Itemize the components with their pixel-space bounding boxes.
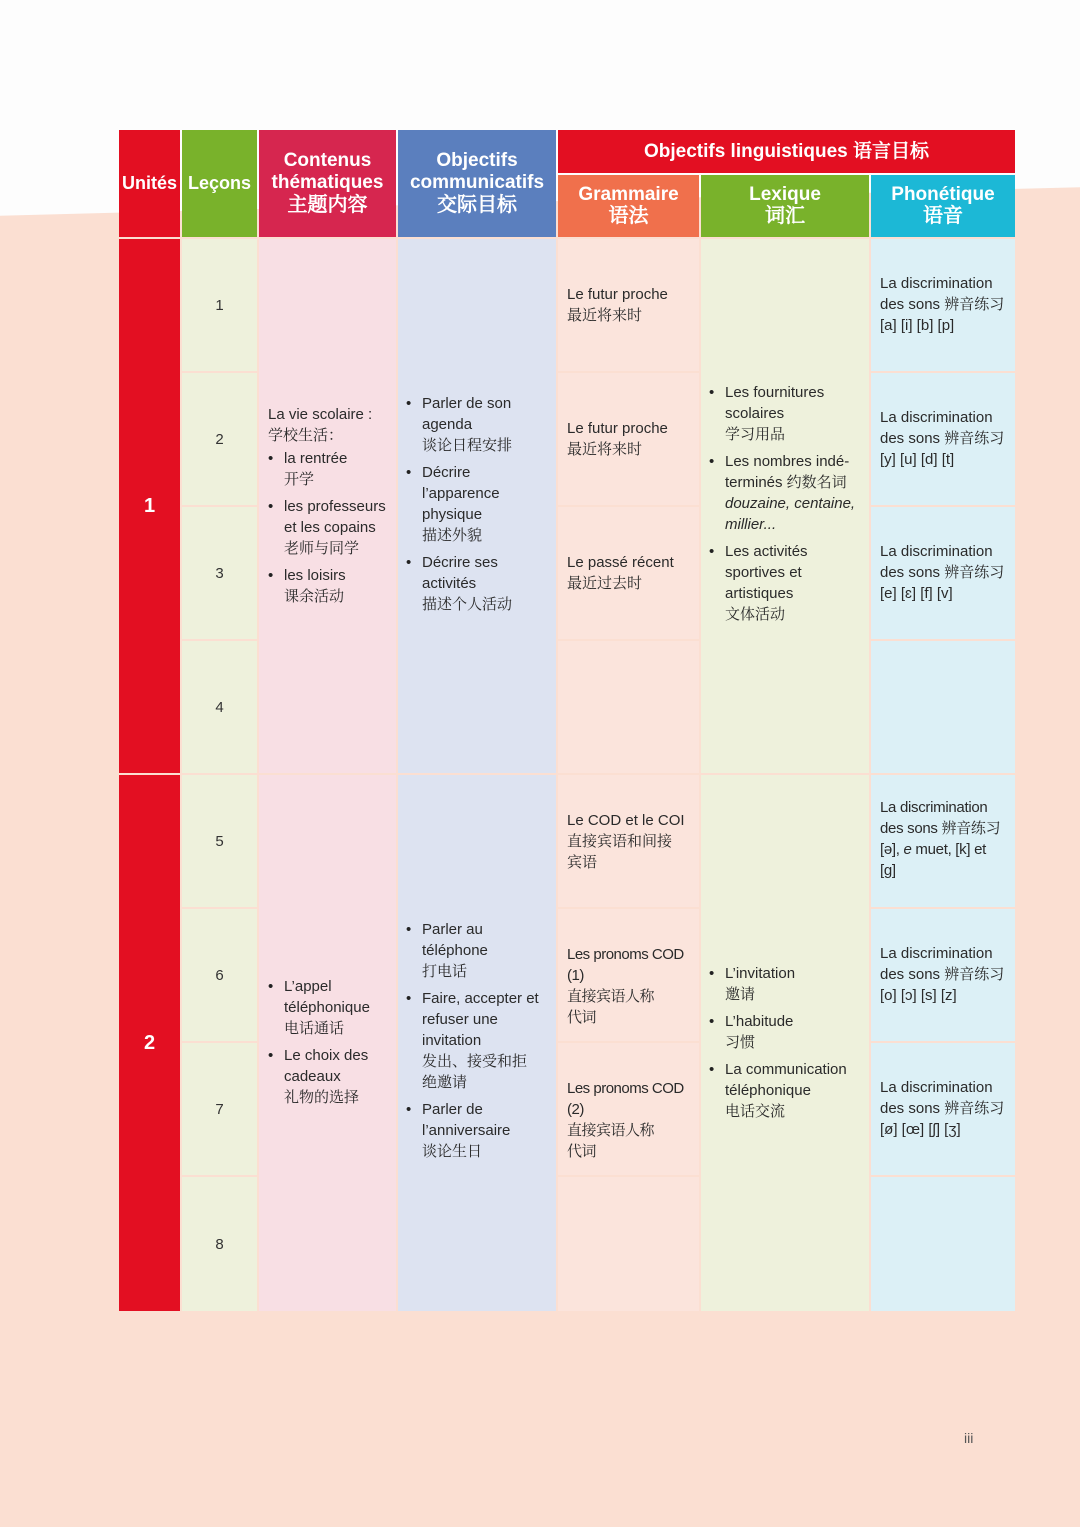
unit-1-lexique [701,239,869,773]
grammaire-cell [558,1043,699,1175]
grammaire-zh: 最近将来时 [567,307,643,324]
unit-number: 2 [143,1031,156,1054]
contenus-item [268,496,390,559]
lexique-zh: 习惯 [725,1034,756,1051]
phonetique-line: des sons 辨音练习 [880,296,1005,313]
header-grammaire-zh: 语法 [608,205,649,228]
unit-2-cell [119,775,180,1311]
phonetique-cell [871,1177,1015,1311]
lesson-row [182,775,257,907]
lesson-row [182,909,257,1041]
phonetique-sounds: [g] [880,862,896,879]
objectif-fr: agenda [422,416,473,433]
grammaire-zh: 代词 [567,1143,597,1160]
objectif-fr: téléphone [422,942,488,959]
header-linguistiques [558,130,1015,173]
phonetique-sounds [880,839,1011,860]
header-lecons-label: Leçons [187,173,252,194]
objectif-fr: • Parler de son [422,395,512,412]
header-lexique [701,175,869,237]
objectif-fr: • Parler de [422,1101,483,1118]
lexique-item [709,541,863,625]
phonetique-line: des sons 辨音练习 [880,820,1001,837]
lesson-number: 4 [215,698,224,716]
objectif-fr: invitation [422,1032,482,1049]
header-unites-label: Unités [121,173,177,194]
objectif-fr: • Parler au [422,921,483,938]
contenus-item-zh: 课余活动 [284,588,345,605]
lexique-fr: téléphonique [725,1082,811,1099]
lexique-zh: 学习用品 [725,426,786,443]
objectif-item [406,1099,550,1162]
header-contenus [259,130,396,237]
contenus-item-zh: 老师与同学 [284,540,360,557]
phonetique-sound: e [903,841,912,858]
objectif-fr: • Décrire [422,464,471,481]
grammaire-fr: Les pronoms COD (1) [567,946,684,984]
grammaire-zh: 代词 [567,1009,597,1026]
objectif-item [406,552,550,615]
header-lexique-zh: 词汇 [765,205,805,228]
grammaire-zh: 宾语 [567,854,598,871]
contenus-item-fr: cadeaux [284,1068,341,1085]
objectif-zh: 绝邀请 [422,1074,468,1091]
phonetique-line: des sons 辨音练习 [880,966,1005,983]
phonetique-cell [871,507,1015,639]
contenus-item-fr: • L’appel [284,978,332,995]
lesson-row [182,1043,257,1175]
objectif-item [406,919,550,982]
contenus-item-fr: • les loisirs [284,567,346,584]
objectif-zh: 谈论生日 [422,1143,483,1160]
lesson-number: 1 [215,296,224,314]
contenus-item-fr: téléphonique [284,999,370,1016]
objectif-fr: activités [422,575,477,592]
lexique-fr: terminés 约数名词 [725,474,847,491]
unit-number: 1 [143,494,156,517]
phonetique-line: La discrimination [880,543,993,560]
grammaire-zh: 最近过去时 [567,575,643,592]
contenus-item-zh: 礼物的选择 [284,1089,360,1106]
lexique-fr: artistiques [725,585,794,602]
lexique-item [709,963,863,1005]
header-lecons [182,130,257,237]
objectif-fr: • Décrire ses [422,554,498,571]
header-grammaire-fr: Grammaire [578,183,679,205]
curriculum-table [119,130,1015,1311]
unit-2-contenus [259,775,396,1311]
grammaire-zh: 直接宾语和间接 [567,833,673,850]
grammaire-cell [558,775,699,907]
contenus-item [268,565,390,607]
lesson-row [182,373,257,505]
lesson-number: 5 [215,832,224,850]
phonetique-cell [871,1043,1015,1175]
objectif-zh: 发出、接受和拒 [422,1053,528,1070]
objectif-fr: l’apparence [422,485,500,502]
objectif-fr: • Faire, accepter et [422,990,539,1007]
phonetique-sounds: [a] [i] [b] [p] [880,317,955,334]
objectif-fr: l’anniversaire [422,1122,511,1139]
header-objectifs [398,130,556,237]
phonetique-line: La discrimination [880,799,988,816]
phonetique-cell [871,909,1015,1041]
contenus-item-zh: 电话通话 [284,1020,345,1037]
phonetique-sounds: [y] [u] [d] [t] [880,451,955,468]
phonetique-sound: muet, [k] et [911,841,987,858]
phonetique-line: La discrimination [880,1079,993,1096]
phonetique-cell [871,373,1015,505]
header-phonetique [871,175,1015,237]
grammaire-cell [558,641,699,773]
contenus-item-fr: et les copains [284,519,376,536]
grammaire-fr: Le futur proche [567,420,668,437]
header-contenus-fr1: Contenus [283,150,372,172]
objectif-fr: refuser une [422,1011,498,1028]
lexique-item [709,451,863,535]
grammaire-cell [558,239,699,371]
lexique-zh: 电话交流 [725,1103,786,1120]
grammaire-cell [558,507,699,639]
objectif-item [406,988,550,1093]
unit-1-cell [119,239,180,773]
phonetique-sound: [ə], [880,841,904,858]
grammaire-fr: Le COD et le COI [567,812,685,829]
lesson-number: 3 [215,564,224,582]
grammaire-fr: Le futur proche [567,286,668,303]
header-objectifs-fr1: Objectifs [436,150,518,172]
contenus-item-zh: 开学 [284,471,315,488]
contenus-item [268,1045,390,1108]
phonetique-cell [871,775,1015,907]
lesson-row [182,641,257,773]
objectif-zh: 打电话 [422,963,468,980]
grammaire-cell [558,909,699,1041]
lexique-fr: sportives et [725,564,802,581]
lexique-zh: 文体活动 [725,606,786,623]
lexique-example: millier... [725,516,777,533]
lexique-fr: • Les fournitures [725,384,825,401]
lesson-number: 8 [215,1235,224,1253]
contenus-item-fr: • Le choix des [284,1047,369,1064]
phonetique-sounds: [e] [ɛ] [f] [v] [880,585,953,602]
objectif-zh: 描述外貌 [422,527,483,544]
phonetique-cell [871,641,1015,773]
lexique-fr: • La communication [725,1061,847,1078]
unit-2-lexique [701,775,869,1311]
phonetique-cell [871,239,1015,371]
header-objectifs-zh: 交际目标 [437,193,517,216]
grammaire-fr: Le passé récent [567,554,674,571]
lesson-number: 7 [215,1100,224,1118]
header-contenus-zh: 主题内容 [287,193,368,216]
contenus-intro: La vie scolaire : [268,406,373,423]
grammaire-cell [558,1177,699,1311]
lexique-item [709,1059,863,1122]
lexique-item [709,382,863,445]
unit-1-objectifs [398,239,556,773]
unit-2-objectifs [398,775,556,1311]
grammaire-zh: 最近将来时 [567,441,643,458]
header-phonetique-fr: Phonétique [891,183,995,205]
unit-1-contenus [259,239,396,773]
lexique-fr: scolaires [725,405,785,422]
contenus-item [268,448,390,490]
lexique-fr: • Les activités [725,543,808,560]
lesson-row [182,1177,257,1311]
objectif-zh: 谈论日程安排 [422,437,513,454]
header-unites [119,130,180,237]
lexique-fr: • L’habitude [725,1013,794,1030]
lexique-fr: • Les nombres indé- [725,453,850,470]
lesson-row [182,507,257,639]
header-objectifs-fr2: communicatifs [409,172,545,193]
objectif-fr: physique [422,506,483,523]
lesson-number: 2 [215,430,224,448]
phonetique-line: des sons 辨音练习 [880,1100,1005,1117]
objectif-item [406,462,550,546]
phonetique-sounds: [ø] [œ] [ʃ] [ʒ] [880,1121,961,1138]
lexique-zh: 邀请 [725,986,756,1003]
phonetique-line: La discrimination [880,945,993,962]
grammaire-cell [558,373,699,505]
header-linguistiques-label: Objectifs linguistiques 语言目标 [643,140,930,162]
lexique-fr: • L’invitation [725,965,796,982]
phonetique-line: des sons 辨音练习 [880,564,1005,581]
header-lexique-fr: Lexique [749,183,821,205]
objectif-zh: 描述个人活动 [422,596,513,613]
contenus-item [268,976,390,1039]
header-contenus-fr2: thématiques [271,172,384,193]
lesson-row [182,239,257,371]
lesson-number: 6 [215,966,224,984]
grammaire-zh: 直接宾语人称 [567,1122,655,1139]
contenus-item-fr: • la rentrée [284,450,348,467]
lexique-item [709,1011,863,1053]
grammaire-fr: Les pronoms COD (2) [567,1080,684,1118]
page-number: iii [964,1430,974,1446]
phonetique-line: La discrimination [880,409,993,426]
header-phonetique-zh: 语音 [923,205,963,228]
phonetique-line: des sons 辨音练习 [880,430,1005,447]
lexique-example: douzaine, centaine, [725,495,856,512]
contenus-intro-zh: 学校生活： [268,427,344,444]
phonetique-sounds: [o] [ɔ] [s] [z] [880,987,957,1004]
phonetique-line: La discrimination [880,275,993,292]
header-grammaire [558,175,699,237]
objectif-item [406,393,550,456]
grammaire-zh: 直接宾语人称 [567,988,655,1005]
contenus-item-fr: • les professeurs [284,498,386,515]
